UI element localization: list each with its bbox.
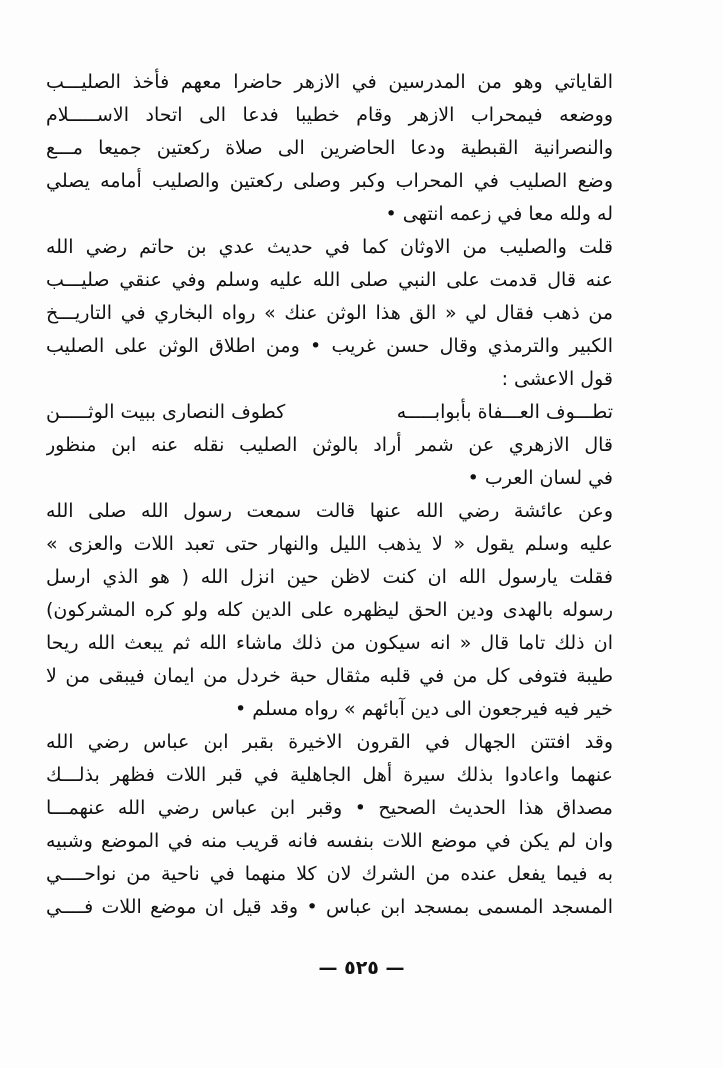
text-line: عنه قال قدمت على النبي صلى الله عليه وسلم وفي عنقي صليـــب: [46, 269, 613, 291]
page-number: — ٥٢٥ —: [318, 957, 405, 979]
text-line: القاياتي وهو من المدرسين في الازهر حاضرا معهم فأخذ الصليـــب: [46, 71, 613, 93]
text-line: ووضعه فيمحراب الازهر وقام خطيبا فدعا الى اتحاد الاســـــلام: [46, 104, 613, 126]
text-line: وضع الصليب في المحراب وكبر وصلى ركعتين والصليب أمامه يصلي: [46, 170, 613, 192]
text-line: المسجد المسمى بمسجد ابن عباس • وقد قيل ان موضع اللات فــــي: [46, 896, 613, 918]
poetry-verse: [46, 396, 613, 429]
text-line: عليه وسلم يقول « لا يذهب الليل والنهار حتى تعبد اللات والعزى »: [46, 533, 613, 555]
verse-first-hemistich: تطـــوف العـــفاة بأبوابـــــه: [396, 401, 613, 423]
body-text: [46, 66, 613, 924]
text-line: وان لم يكن في موضع اللات بنفسه فانه قريب منه في الموضع وشبيه: [46, 830, 613, 852]
text-line: طيبة فتوفى كل من في قلبه مثقال حبة خردل من ايمان فيبقى من لا: [46, 665, 613, 687]
text-line: فقلت يارسول الله ان كنت لاظن حين انزل الله ( هو الذي ارسل: [46, 566, 613, 588]
text-line: وقد افتتن الجهال في القرون الاخيرة بقبر ابن عباس رضي الله: [46, 731, 613, 753]
text-line: الكبير والترمذي وقال حسن غريب • ومن اطلاق الوثن على الصليب: [46, 335, 613, 357]
text-line: رسوله بالهدى ودين الحق ليظهره على الدين كله ولو كره المشركون): [46, 599, 613, 621]
text-line: قول الاعشى :: [501, 368, 613, 390]
text-line: في لسان العرب •: [467, 467, 613, 489]
text-line: خير فيه فيرجعون الى دين آبائهم » رواه مسلم •: [235, 698, 613, 720]
text-line: ان ذلك تاما قال « انه سيكون من ذلك ماشاء الله ثم يبعث الله ريحا: [46, 632, 613, 654]
text-line: عنهما واعادوا بذلك سيرة أهل الجاهلية في قبر اللات فظهر بذلـــك: [46, 764, 613, 786]
text-line: قلت والصليب من الاوثان كما في حديث عدي بن حاتم رضي الله: [46, 236, 613, 258]
text-line: والنصرانية القبطية ودعا الحاضرين الى صلاة ركعتين جميعا مـــع: [46, 137, 613, 159]
text-line: به فيما يفعل عنده من الشرك لان كلا منهما في ناحية من نواحــــي: [46, 863, 613, 885]
text-line: وعن عائشة رضي الله عنها قالت سمعت رسول الله صلى الله: [46, 500, 613, 522]
text-line: من ذهب فقال لي « الق هذا الوثن عنك » رواه البخاري في التاريـــخ: [46, 302, 613, 324]
text-line: قال الازهري عن شمر أراد بالوثن الصليب نقله عنه ابن منظور: [46, 434, 613, 456]
text-line: له ولله معا في زعمه انتهى •: [385, 203, 613, 225]
text-line: مصداق هذا الحديث الصحيح • وقبر ابن عباس رضي الله عنهمـــا: [46, 797, 613, 819]
verse-second-hemistich: كطوف النصارى ببيت الوثـــــن: [46, 401, 286, 423]
